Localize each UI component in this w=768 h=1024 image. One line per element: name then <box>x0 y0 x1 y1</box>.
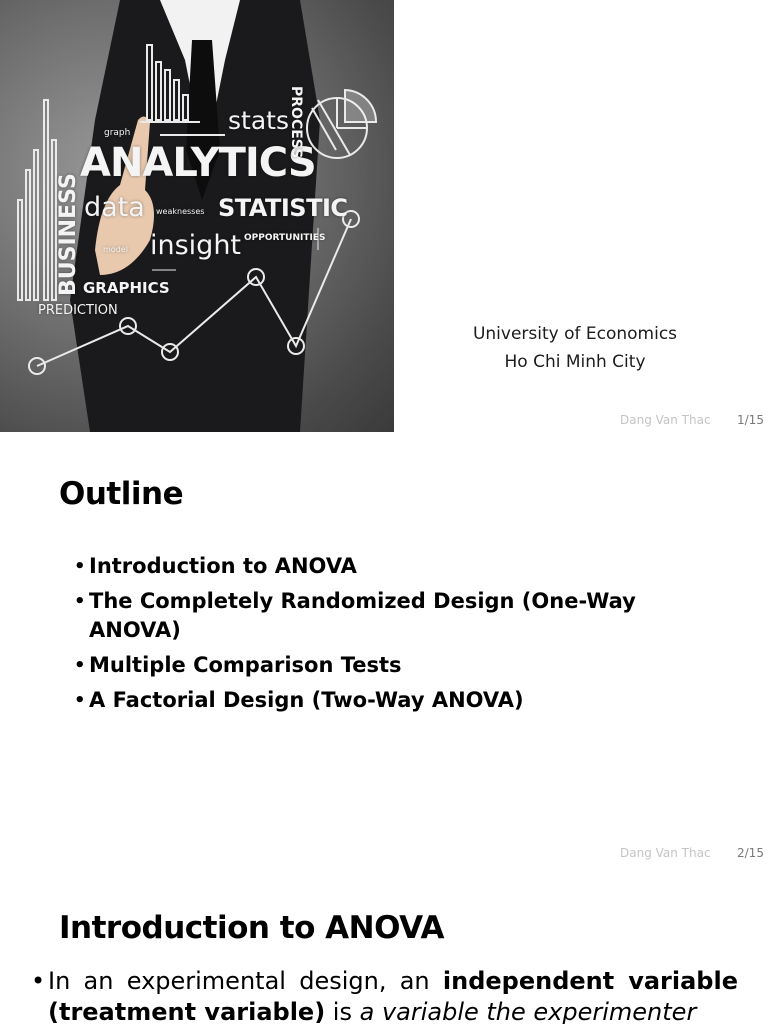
bullet-icon: • <box>74 556 86 577</box>
bullet-icon: • <box>74 591 86 612</box>
university-line-1: University of Economics <box>472 324 678 344</box>
university-line-2: Ho Chi Minh City <box>504 352 646 372</box>
image-word-analytics: ANALYTICS <box>80 140 316 186</box>
text-run: In an experimental design, an <box>48 967 443 995</box>
bullet-icon: • <box>74 690 86 711</box>
intro-paragraph <box>33 966 738 1024</box>
analytics-businessman-image <box>0 0 394 432</box>
list-item <box>74 587 674 645</box>
text-run-italic: a variable the experimenter <box>359 998 697 1024</box>
list-item-text: Multiple Comparison Tests <box>89 653 402 677</box>
list-item-text: The Completely Randomized Design (One-Way ANOVA) <box>89 589 636 642</box>
text-run: is <box>325 998 360 1024</box>
slide-2 <box>0 432 768 866</box>
list-item <box>74 686 674 715</box>
slide-1 <box>0 0 768 432</box>
image-word-data: data <box>84 192 145 223</box>
image-word-business: BUSINESS <box>56 173 81 296</box>
list-item <box>74 552 674 581</box>
image-word-weaknesses: weaknesses <box>156 207 205 216</box>
slide-title: Outline <box>59 476 184 512</box>
image-word-stats: stats <box>228 106 289 135</box>
image-word-opportunities: OPPORTUNITIES <box>244 233 326 243</box>
slide-3 <box>0 866 768 1024</box>
image-word-prediction: PREDICTION <box>38 303 118 318</box>
footer-page-number: 2/15 <box>737 846 764 860</box>
slide-title: Introduction to ANOVA <box>59 910 444 946</box>
list-item-text: A Factorial Design (Two-Way ANOVA) <box>89 688 524 712</box>
bullet-icon: • <box>74 655 86 676</box>
text-run-bold: independent variable (treatment variable) <box>48 967 738 1024</box>
image-word-model: model <box>103 245 128 254</box>
outline-list <box>74 552 674 721</box>
paragraph-text <box>33 966 738 1024</box>
image-word-insight: insight <box>150 230 242 261</box>
list-item-text: Introduction to ANOVA <box>89 554 357 578</box>
university-name <box>440 320 710 376</box>
footer-author: Dang Van Thac <box>620 846 711 860</box>
bullet-icon: • <box>31 967 46 995</box>
image-word-graph: graph <box>104 128 131 138</box>
footer-author: Dang Van Thac <box>620 413 711 427</box>
image-word-process: PROCESS <box>288 86 304 159</box>
list-item <box>74 651 674 680</box>
image-word-statistic: STATISTIC <box>218 194 348 222</box>
footer-page-number: 1/15 <box>737 413 764 427</box>
image-word-graphics: GRAPHICS <box>83 279 170 297</box>
